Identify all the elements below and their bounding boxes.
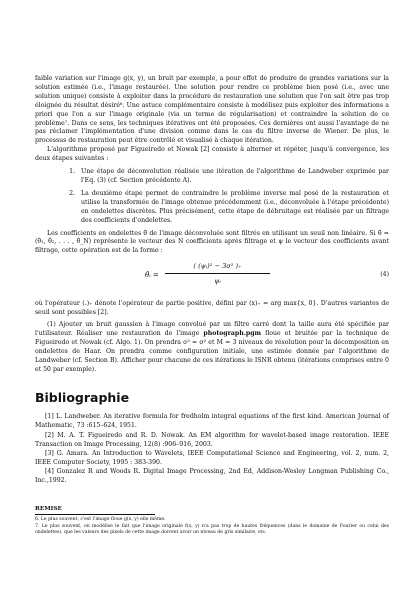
exercise-filename: photograph.pgm (203, 329, 262, 337)
steps-list (35, 168, 389, 225)
bibliography-entry: [3] G. Amara. An Introduction to Wavelets, IEEE Computational Science and Engineering, vol. 2, num. 2, IEEE Computer Society, 1995 : 383-390. (35, 450, 389, 466)
bibliography-heading: Bibliographie (35, 390, 130, 406)
equation-fraction (165, 260, 270, 285)
equation-lhs: θ̂ᵢ = (145, 271, 159, 280)
exercise-label: (1) (47, 321, 56, 329)
paragraph-algorithm: L'algorithme proposé par Figueiredo et Nowak [2] consiste à alterner et répéter, jusqu'à convergence, les deux étapes suivantes : (35, 146, 389, 163)
footnote-7: 7. Le plus souvent, on modélise le fait que l'image originale f(x, y) n'a pas trop de hautes fréquences (dans le domaine de Fourier ou celui des ondelettes), que les valeurs des pixels de cette image doivent avoir un niveau de gris similaire, etc. (35, 523, 389, 536)
bibliography-list (35, 413, 389, 486)
exercise-text-1: Ajouter un bruit gaussien à l'image convolué par un filtre carré dont la taille aura été spécifiée par l'utilisateur. Réaliser une restauration de l'image (35, 321, 389, 337)
paragraph-coefficients: Les coefficients en ondelettes θ̂ de l'image déconvoluée sont filtrés en utilisant un seuil non linéaire. Si θ̂ = (θ̂₁, θ̂₂, . . . , θ̂_N) représente le vecteur des N coefficients après filtrage et ψ le vecteur des coefficients avant filtrage, cette opération est de la forme : (35, 229, 389, 255)
paragraph-operator: où l'opérateur (.)₊ dénote l'opérateur de partie positive, défini par (x)₊ = arg max{x, 0}. D'autres variantes de seuil sont possibles [2]. (35, 300, 389, 317)
list-item-step-1: 1. Une étape de déconvolution réalisée une itération de l'algorithme de Landweber exprimée par l'Eq. (3) (cf. Section précédente A). (77, 168, 389, 186)
exercise-paragraph (35, 321, 389, 374)
remise-heading: REMISE (35, 506, 62, 513)
bibliography-entry: [2] M. A. T. Figueiredo and R. D. Nowak. An EM algorithm for wavelet-based image restoration. IEEE Transaction on Image Processing, 12(8) :906–916, 2003. (35, 431, 389, 448)
paragraph-intro: faible variation sur l'image g(x, y), un bruit par exemple, a pour effet de produire de grandes variations sur la solution estimée (i.e., l'image restaurée). Une solution pour rendre ce problème bien posé (i.e., avec une solution unique) consiste à exploiter dans la procédure de restauration une solution que l'on sait être pas trop éloignée du résultat désiré⁶. Une astuce complémentaire consiste à modélisez puis exploiter des informations a priori que l'on a sur l'image originale (via un terme de régularisation) et contraindre la solution de ce problème⁷. Dans ce sens, les techniques itératives ont été proposées. Ces dernières ont aussi l'avantage de ne pas réclamer l'implémentation d'une division comme dans le cas du filtre inverse de Wiener. De plus, le processus de restauration peut être contrôlé et visualisé à chaque itération. (35, 75, 389, 145)
equation-number: (4) (380, 271, 389, 279)
exercise-text-2: floue et bruitée par la technique de Figueiredo et Nowak (cf. Algo. 1). On prendra σ² = σ² et M = 3 niveaux de résolution pour la décomposition en ondelettes de Haar. On prendra comme configuration initiale, une estimée donnée par l'algorithme de Landweber (cf. Section B). Afficher pour chacune de ces itérations le ISNR obtenu (itérations comprises entre 0 et 50 par exemple). (35, 329, 389, 373)
equation-denominator: ψᵢ (214, 277, 221, 286)
list-item-step-2: 2. La deuxième étape permet de contraindre le problème inverse mal posé de la restauration et utilise la transformée de l'image obtenue précédemment (i.e., déconvoluée à l'étape précédente) en ondelettes discrètes. Plus précisément, cette étape de débruitage est réalisée par un filtrage des coefficients d'ondelettes. (77, 190, 389, 226)
bibliography-entry: [1] L. Landweber. An iterative formula for fredholm integral equations of the first kind. American Journal of Mathematic, 73 :615–624, 1951. (35, 413, 389, 430)
bibliography-entry: [4] Gonzalez R and Woods R. Digital Image Processing, 2nd Ed, Addison-Wesley Longman Publishing Co., Inc.,1992. (35, 468, 389, 485)
equation-numerator: ( (ψᵢ)² − 3σ² )₊ (165, 260, 270, 274)
footnote-6: 6. Le plus souvent, c'est l'image floue g(x, y) elle même. (35, 517, 166, 523)
footnote-divider (35, 514, 155, 515)
document-page (35, 75, 389, 536)
equation-4 (35, 260, 389, 294)
